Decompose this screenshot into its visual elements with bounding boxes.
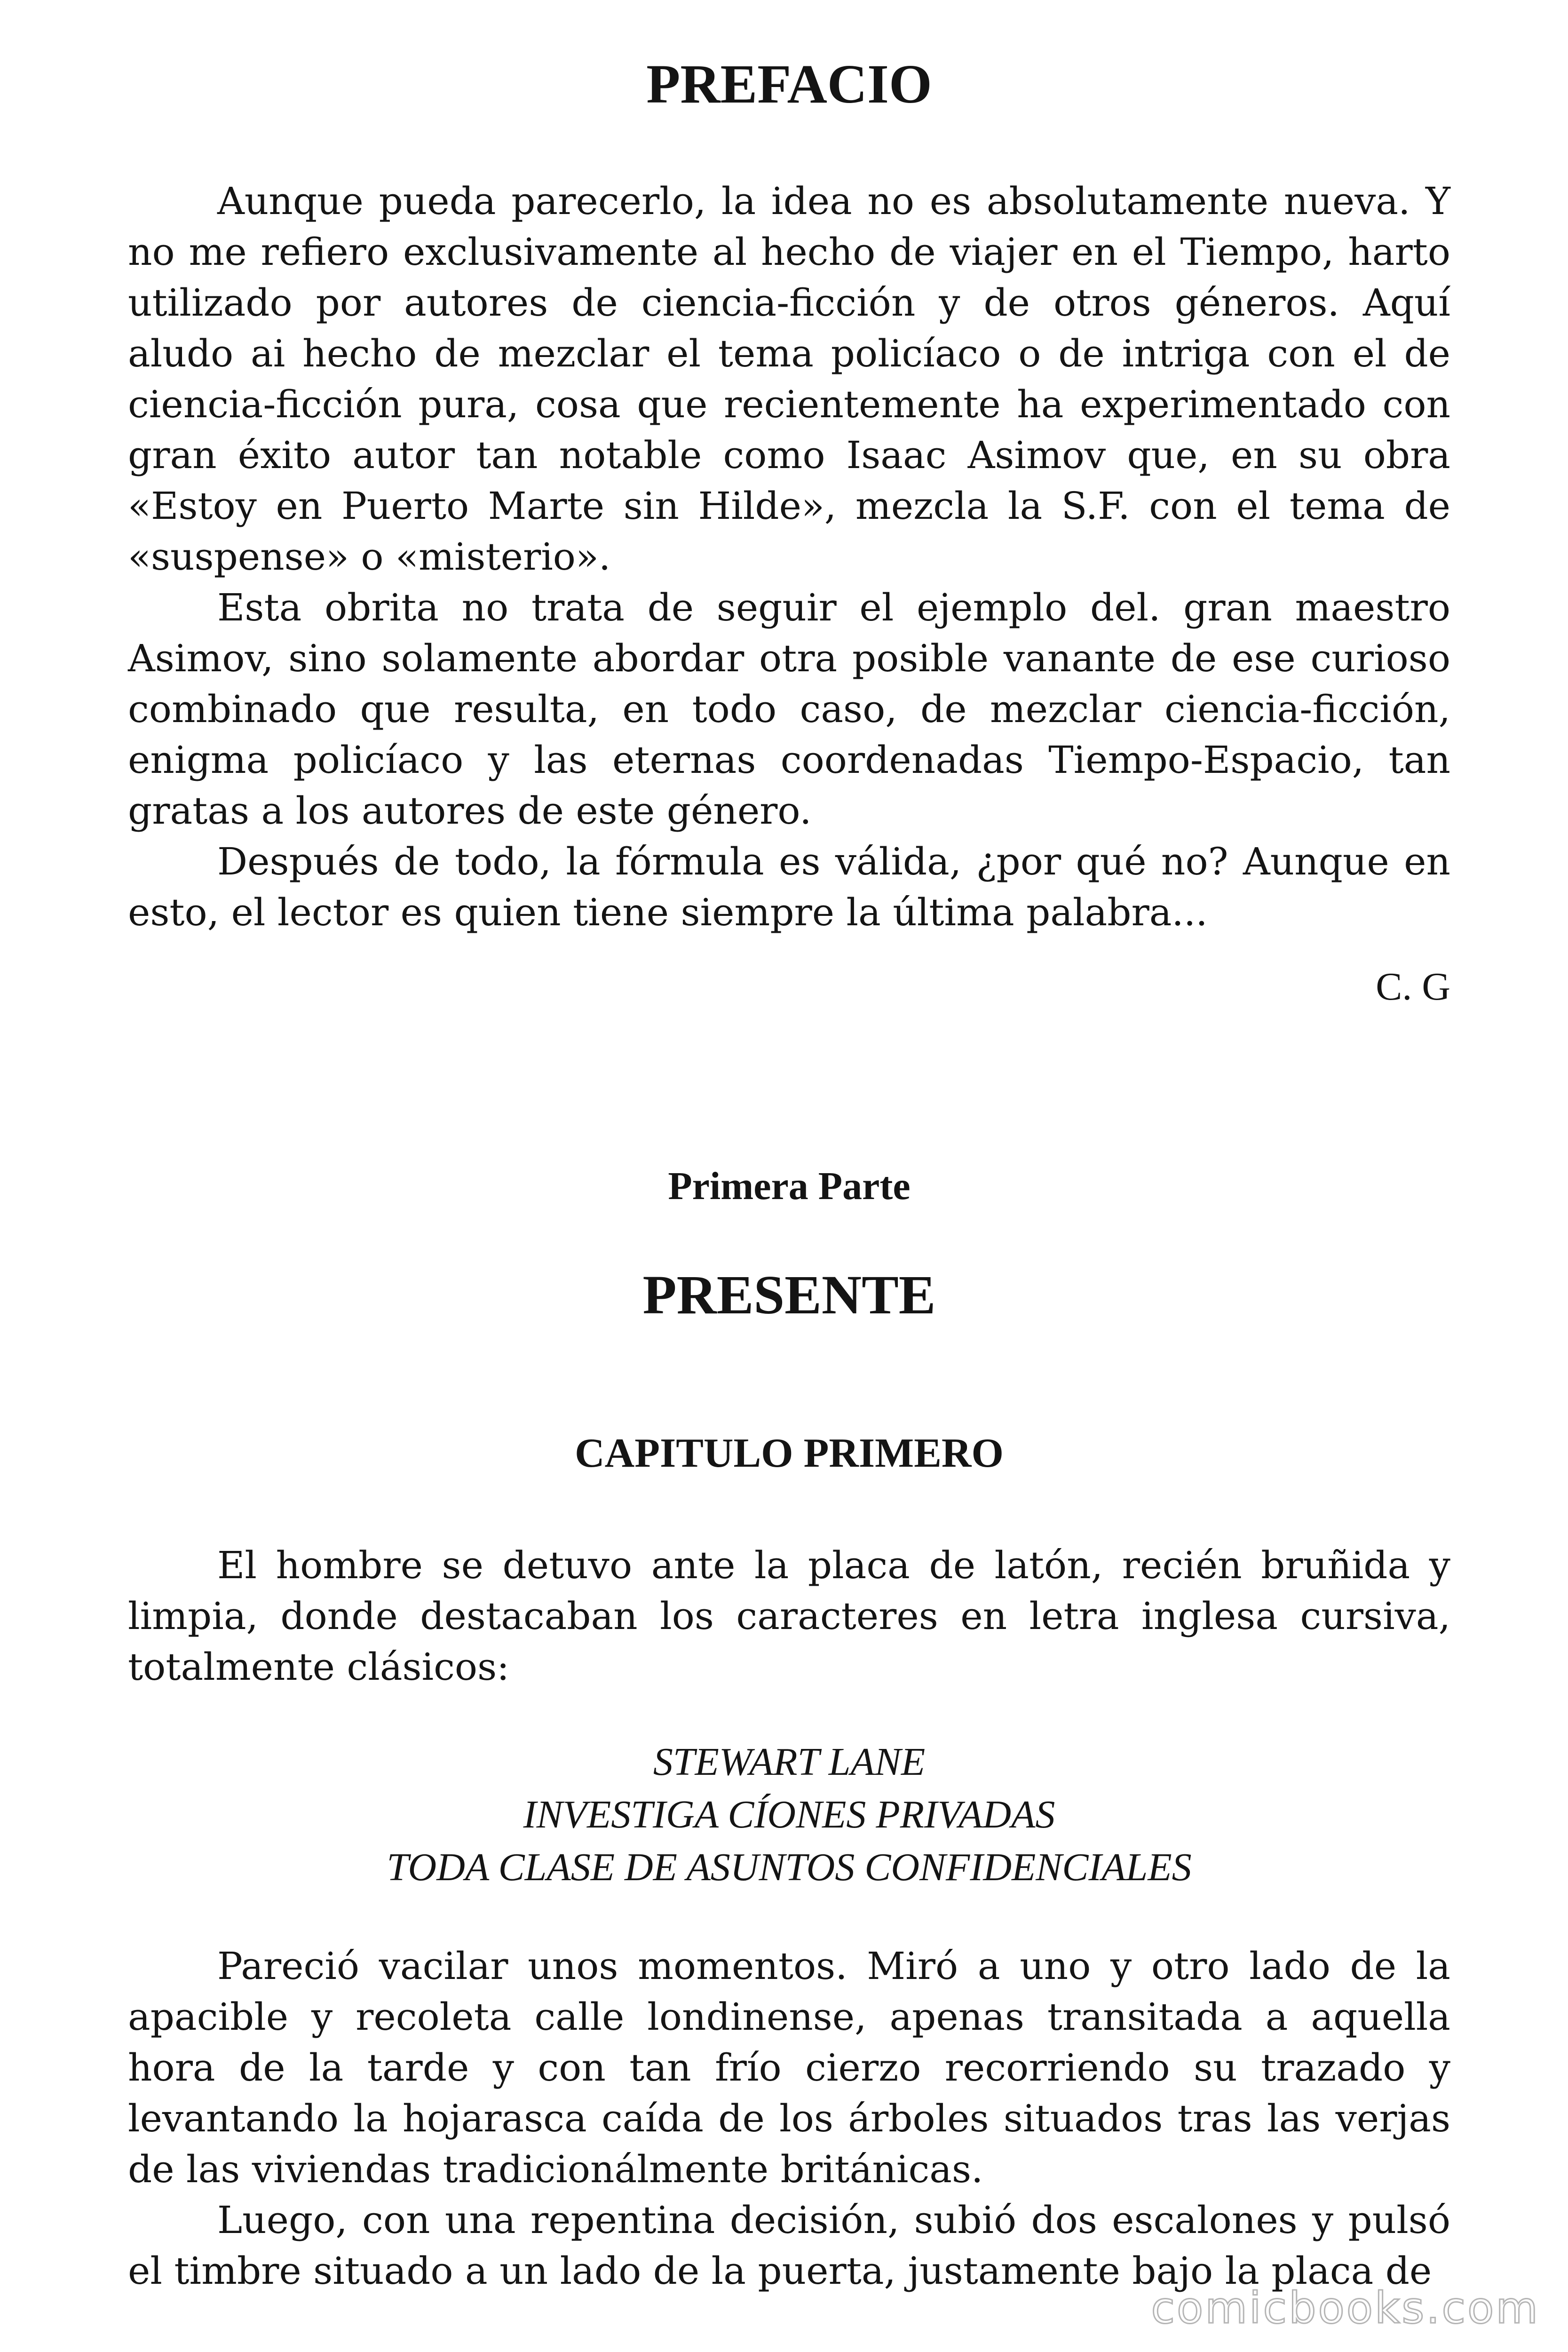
preface-paragraph-3: Después de todo, la fórmula es válida, ¿por qué no? Aunque en esto, el lector es quien tiene siempre la última palabra... (128, 840, 1450, 934)
preface-signature: C. G (1376, 965, 1450, 1009)
plaque-line-service: INVESTIGA CÍONES PRIVADAS (523, 1793, 1055, 1836)
plaque-line-matters: TODA CLASE DE ASUNTOS CONFIDENCIALES (387, 1845, 1192, 1889)
chapter-paragraph-2: Luego, con una repentina decisión, subió dos escalones y pulsó el timbre situado a un lado de la puerta, justamente bajo la placa de (128, 2198, 1450, 2293)
part-label: Primera Parte (668, 1164, 911, 1208)
brass-plaque-text (128, 1736, 1450, 1894)
chapter-intro-paragraph: El hombre se detuvo ante la placa de latón, recién bruñida y limpia, donde destacaban los caracteres en letra inglesa cursiva, totalmente clásicos: (128, 1543, 1450, 1689)
watermark-logo: comicbooks.com (1151, 2283, 1540, 2333)
plaque-line-name: STEWART LANE (653, 1740, 926, 1784)
preface-paragraph-2: Esta obrita no trata de seguir el ejemplo del. gran maestro Asimov, sino solamente abordar otra posible vanante de ese curioso combinado que resulta, en todo caso, de mezclar ciencia-ficción, enigma policíaco y las eternas coordenadas Tiempo-Espacio, tan gratas a los autores de este género. (128, 586, 1450, 833)
chapter-title: CAPITULO PRIMERO (575, 1430, 1004, 1476)
part-title: PRESENTE (642, 1264, 936, 1326)
preface-title: PREFACIO (646, 53, 932, 115)
preface-paragraph-1: Aunque pueda parecerlo, la idea no es absolutamente nueva. Y no me refiero exclusivamente al hecho de viajer en el Tiempo, harto utilizado por autores de ciencia-ficción y de otros géneros. Aquí aludo ai hecho de mezclar el tema policíaco o de intriga con el de ciencia-ficción pura, cosa que recientemente ha experimentado con gran éxito autor tan notable como Isaac Asimov que, en su obra «Estoy en Puerto Marte sin Hilde», mezcla la S.F. con el tema de «suspense» o «misterio». (128, 179, 1450, 579)
chapter-paragraph-1: Pareció vacilar unos momentos. Miró a uno y otro lado de la apacible y recoleta calle londinense, apenas transitada a aquella hora de la tarde y con tan frío cierzo recorriendo su trazado y levantando la hojarasca caída de los árboles situados tras las verjas de las viviendas tradicionálmente británicas. (128, 1944, 1450, 2191)
